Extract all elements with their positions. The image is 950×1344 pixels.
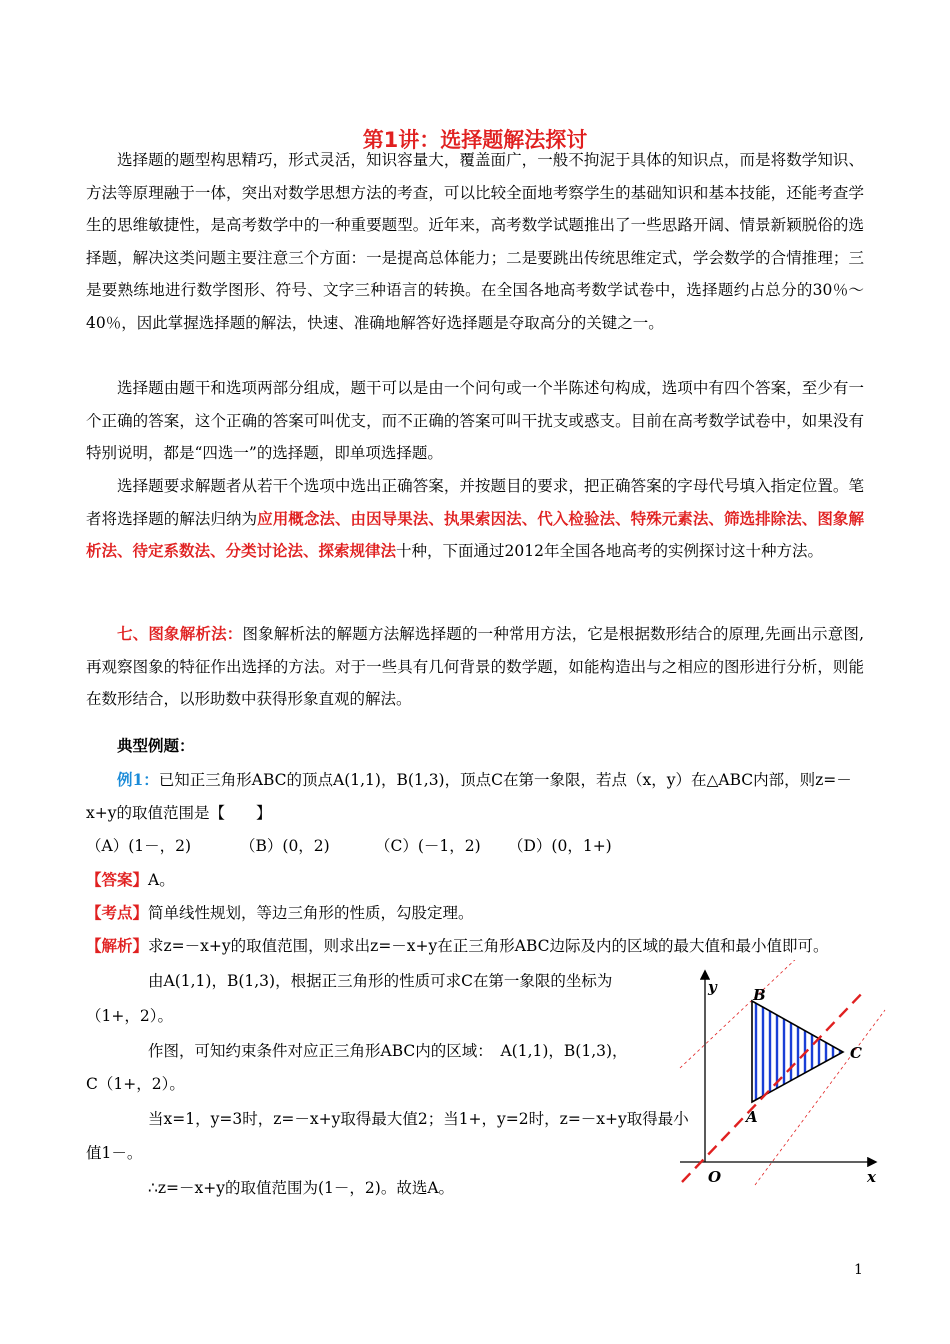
- analysis-text: 求z=－x+y的取值范围，则求出z=－x+y在正三角形ABC边际及内的区域的最大值和最小值即可。: [148, 937, 829, 955]
- examples-heading: 典型例题：: [117, 736, 195, 755]
- page-title: 第1讲：选择题解法探讨: [362, 128, 588, 152]
- methods-list: 应用概念法、由因导果法、执果索因法、代入检验法、特殊元素法、筛选排除法、图象解析法、待定系数法、分类讨论法、探索规律法: [86, 508, 864, 561]
- intro-p3-pre: 选择题要求解题者从若干个选项中选出正确答案，并按题目的要求，把正确答案的字母代号填入指定位置。笔者将选择题的解法归纳为: [86, 477, 864, 528]
- example1-label: 例1：: [117, 770, 159, 789]
- analysis-line: [86, 930, 829, 962]
- step-4: C（1+，2）。: [86, 1075, 185, 1093]
- intro-paragraph-1: 选择题的题型构思精巧，形式灵活，知识容量大，覆盖面广，一般不拘泥于具体的知识点，而是将数学知识、方法等原理融于一体，突出对数学思想方法的考查，可以比较全面地考察学生的基础知识和基本技能，还能考查学生的思维敏捷性，是高考数学中的一种重要题型。近年来，高考数学试题推出了一些思路开阔、情景新颖脱俗的选择题，解决这类问题主要注意三个方面：一是提高总体能力；二是要跳出传统思维定式，学会数学的合情推理；三是要熟练地进行数学图形、符号、文字三种语言的转换。在全国各地高考数学试卷中，选择题约占总分的30％～40％，因此掌握选择题的解法，快速、准确地解答好选择题是夺取高分的关键之一。: [86, 151, 864, 332]
- example1-stem-line2: x+y的取值范围是【 】: [86, 804, 272, 822]
- point-text: 简单线性规划，等边三角形的性质，勾股定理。: [148, 904, 474, 922]
- y-axis-label: y: [708, 978, 717, 996]
- vertex-a-label: A: [746, 1108, 758, 1126]
- answer-label: 【答案】: [86, 870, 149, 889]
- section-text: 图象解析法的解题方法解选择题的一种常用方法，它是根据数形结合的原理,先画出示意图,再观察图象的特征作出选择的方法。对于一些具有几何背景的数学题，如能构造出与之相应的图形进行分析，则能在数形结合，以形助数中获得形象直观的解法。: [86, 625, 864, 709]
- example1-stem1: 已知正三角形ABC的顶点A(1,1)，B(1,3)，顶点C在第一象限，若点（x，y）在△ABC内部，则z=－: [158, 771, 852, 789]
- step-2: （1+，2）。: [86, 1007, 173, 1025]
- section-paragraph: [86, 618, 864, 716]
- option-d: （D）(0，1+): [508, 837, 612, 855]
- option-a: （A）(1－，2): [86, 837, 192, 855]
- step-7: ∴z=－x+y的取值范围为(1－，2)。故选A。: [148, 1179, 455, 1197]
- step-1: 由A(1,1)，B(1,3)，根据正三角形的性质可求C在第一象限的坐标为: [148, 972, 613, 990]
- step-6: 值1－。: [86, 1144, 143, 1162]
- step-3: 作图，可知约束条件对应正三角形ABC内的区域： A(1,1)，B(1,3)，: [148, 1042, 628, 1060]
- point-line: [86, 897, 474, 929]
- vertex-c-label: C: [850, 1044, 862, 1062]
- example1-stem-line1: [117, 764, 852, 796]
- intro-paragraph-2: 选择题由题干和选项两部分组成，题干可以是由一个问句或一个半陈述句构成，选项中有四个答案，至少有一个正确的答案，这个正确的答案可叫优支，而不正确的答案可叫干扰支或惑支。目前在高考数学试卷中，如果没有特别说明，都是“四选一”的选择题，即单项选择题。: [86, 379, 864, 463]
- triangle-figure: [660, 960, 890, 1190]
- page-number: 1: [854, 1262, 863, 1278]
- answer-text: A。: [148, 871, 175, 889]
- analysis-label: 【解析】: [86, 936, 149, 955]
- point-label: 【考点】: [86, 903, 149, 922]
- section-heading: 七、图象解析法：: [117, 624, 243, 643]
- option-c: （C）(－1，2): [375, 837, 481, 855]
- x-axis-label: x: [867, 1168, 876, 1186]
- option-b: （B）(0，2): [240, 837, 330, 855]
- vertex-b-label: B: [753, 986, 766, 1004]
- step-5: 当x=1，y=3时，z=－x+y取得最大值2；当1+，y=2时，z=－x+y取得最小: [148, 1110, 689, 1128]
- intro-paragraph-3: [86, 470, 864, 568]
- answer-line: [86, 864, 175, 896]
- origin-label: O: [708, 1168, 722, 1186]
- intro-p3-post: 十种，下面通过2012年全国各地高考的实例探讨这十种方法。: [396, 542, 823, 561]
